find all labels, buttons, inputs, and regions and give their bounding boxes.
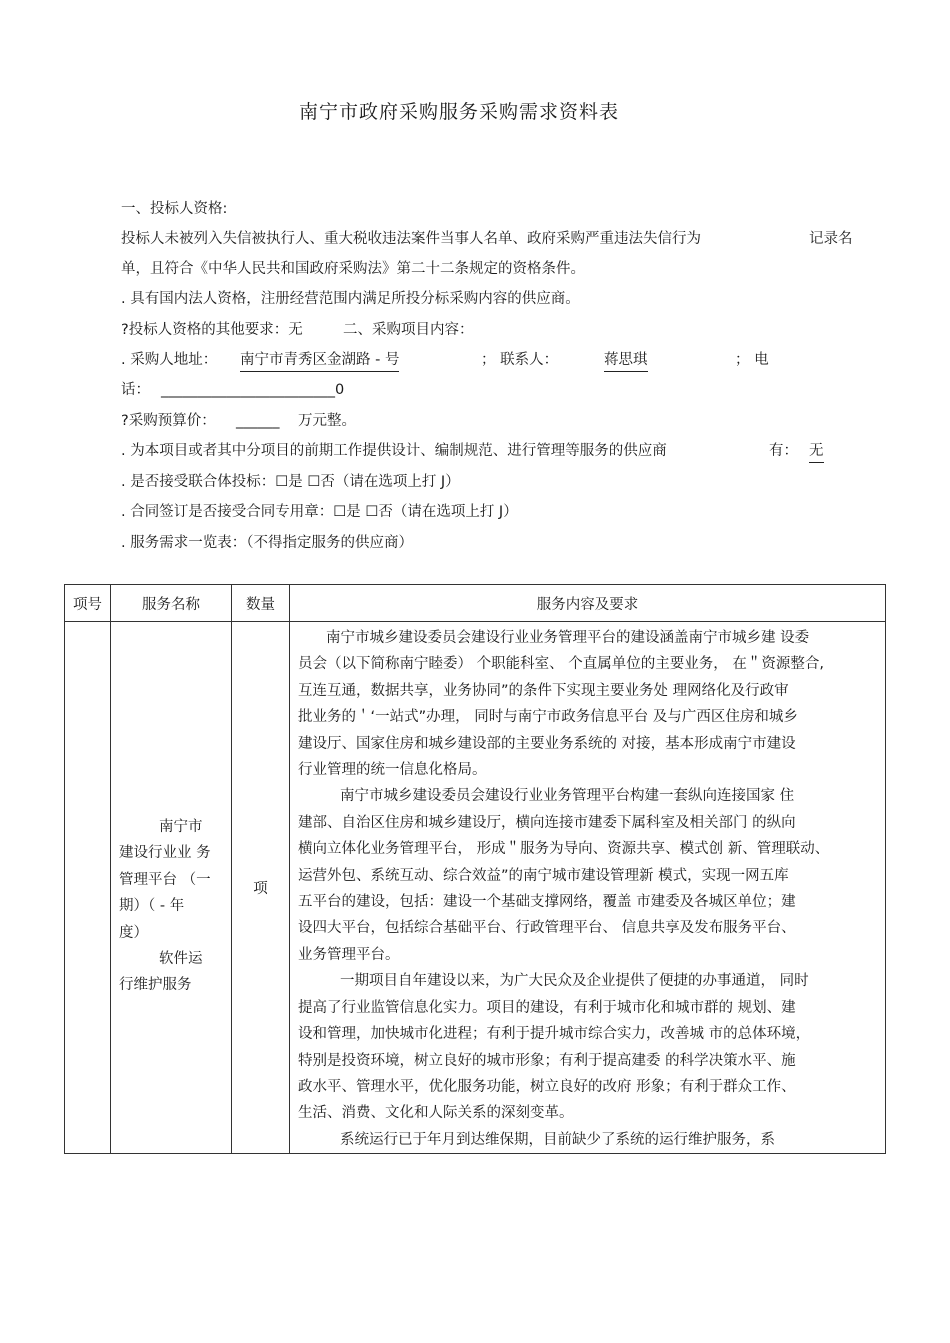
content-line: 南宁市城乡建设委员会建设行业业务管理平台构建一套纵向连接国家 住 xyxy=(340,788,795,805)
content-line: 系统运行已于年月到达维保期，目前缺少了系统的运行维护服务，系 xyxy=(340,1131,775,1148)
content-line: 五平台的建设，包括：建设一个基础支撑网络，覆盖 市建委及各城区单位；建 xyxy=(298,894,796,911)
service-name-line: 期）（ - 年 xyxy=(119,898,185,915)
section1-heading: 一、投标人资格: xyxy=(121,201,228,217)
other-requirements: ?投标人资格的其他要求：无 xyxy=(121,322,303,338)
table-header-row xyxy=(65,585,886,622)
service-name-line: 行维护服务 xyxy=(119,977,192,994)
address-value: 南宁市青秀区金湖路 - 号 xyxy=(240,350,399,372)
content-line: 生活、消费、文化和人际关系的深刻变革。 xyxy=(298,1105,574,1122)
content-line: 建部、自治区住房和城乡建设厅，横向连接市建委下属科室及相关部门 的纵向 xyxy=(298,814,796,831)
contact-value: 蒋思琪 xyxy=(604,350,648,372)
phone-label-end: 话： xyxy=(121,382,150,398)
content-line: 运营外包、系统互动、综合效益”的南宁城市建设管理新 模式，实现一网五库 xyxy=(298,867,789,884)
item-no-cell xyxy=(65,622,111,1154)
budget-line xyxy=(121,411,356,431)
service-name-line: 软件运 xyxy=(159,951,203,968)
joint-bid-line: . 是否接受联合体投标：☐是 ☐否（请在选项上打 J） xyxy=(121,474,460,490)
header-service-name: 服务名称 xyxy=(111,585,232,622)
content-line: 南宁市城乡建设委员会建设行业业务管理平台的建设涵盖南宁市城乡建 设委 xyxy=(326,630,810,646)
content-line: 互连互通，数据共享，业务协同”的条件下实现主要业务处 理网络化及行政审 xyxy=(298,682,789,699)
content-line: 员会（以下简称南宁睦委） 个职能科室、 个直属单位的主要业务， 在＂资源整合, xyxy=(298,656,824,673)
service-name-cell xyxy=(111,622,232,1154)
qualification-line-1-main: 投标人未被列入失信被执行人、重大税收违法案件当事人名单、政府采购严重违法失信行为 xyxy=(121,231,701,247)
service-name-line: 度） xyxy=(119,924,148,941)
page-title: 南宁市政府采购服务采购需求资料表 xyxy=(298,101,619,123)
content-cell xyxy=(290,622,886,1154)
address-line xyxy=(121,350,769,370)
header-quantity: 数量 xyxy=(232,585,290,622)
content-line: 特别是投资环境，树立良好的城市形象；有利于提高建委 的科学决策水平、施 xyxy=(298,1052,796,1069)
qualification-line-3: . 具有国内法人资格，注册经营范围内满足所投分标采购内容的供应商。 xyxy=(121,291,580,307)
service-name-line: 管理平台 （一 xyxy=(119,871,211,888)
content-line: 业务管理平台。 xyxy=(298,946,400,963)
budget-label: ?采购预算价： xyxy=(121,413,216,429)
table-row xyxy=(65,622,886,1154)
service-requirements-table xyxy=(64,584,886,1154)
content-line: 设四大平台，包括综合基础平台、行政管理平台、 信息共享及发布服务平台、 xyxy=(298,920,796,937)
qualification-line-4 xyxy=(121,320,474,340)
qualification-line-2: 单，且符合《中华人民共和国政府采购法》第二十二条规定的资格条件。 xyxy=(121,261,585,277)
content-line: 提高了行业监管信息化实力。项目的建设，有利于城市化和城市群的 规划、建 xyxy=(298,999,796,1016)
header-item-no: 项号 xyxy=(65,585,111,622)
qualification-line-1-tail: 记录名 xyxy=(809,231,853,247)
prior-work-line xyxy=(121,441,824,461)
prior-work-text: . 为本项目或者其中分项目的前期工作提供设计、编制规范、进行管理等服务的供应商 xyxy=(121,443,667,459)
prior-work-have: 有： xyxy=(769,443,798,459)
address-label: . 采购人地址： xyxy=(121,352,218,368)
content-line: 设和管理，加快城市化进程；有利于提升城市综合实力，改善城 市的总体环境， xyxy=(298,1026,811,1043)
section2-heading: 二、采购项目内容： xyxy=(343,322,474,338)
budget-unit: 万元整。 xyxy=(298,413,356,429)
content-line: 建设厅、国家住房和城乡建设部的主要业务系统的 对接，基本形成南宁市建设 xyxy=(298,735,796,752)
quantity-cell: 项 xyxy=(232,622,290,1154)
phone-label-start: ； 电 xyxy=(735,352,769,368)
service-name-line: 南宁市 xyxy=(159,819,203,835)
content-line: 横向立体化业务管理平台， 形成＂服务为导向、资源共享、模式创 新、管理联动、 xyxy=(298,841,830,858)
phone-line xyxy=(121,380,345,400)
contact-label: ； 联系人： xyxy=(481,352,559,368)
phone-value: ________________________0 xyxy=(161,382,345,398)
contract-seal-line: . 合同签订是否接受合同专用章：☐是 ☐否（请在选项上打 J） xyxy=(121,504,518,520)
content-line: 一期项目自年建设以来，为广大民众及企业提供了便捷的办事通道， 同时 xyxy=(340,973,809,990)
service-name-line: 建设行业业 务 xyxy=(119,845,211,862)
header-content: 服务内容及要求 xyxy=(290,585,886,622)
prior-work-value: 无 xyxy=(809,441,824,463)
content-line: 批业务的＇‘一站式”办理， 同时与南宁市政务信息平台 及与广西区住房和城乡 xyxy=(298,709,798,726)
service-name xyxy=(119,814,229,999)
qualification-line-1 xyxy=(121,229,853,249)
service-list-line: . 服务需求一览表：（不得指定服务的供应商） xyxy=(121,535,413,551)
content-line: 政水平、管理水平，优化服务功能，树立良好的改府 形象；有利于群众工作、 xyxy=(298,1078,796,1095)
content-line: 行业管理的统一信息化格局。 xyxy=(298,762,487,779)
budget-value: ______ xyxy=(236,413,280,429)
